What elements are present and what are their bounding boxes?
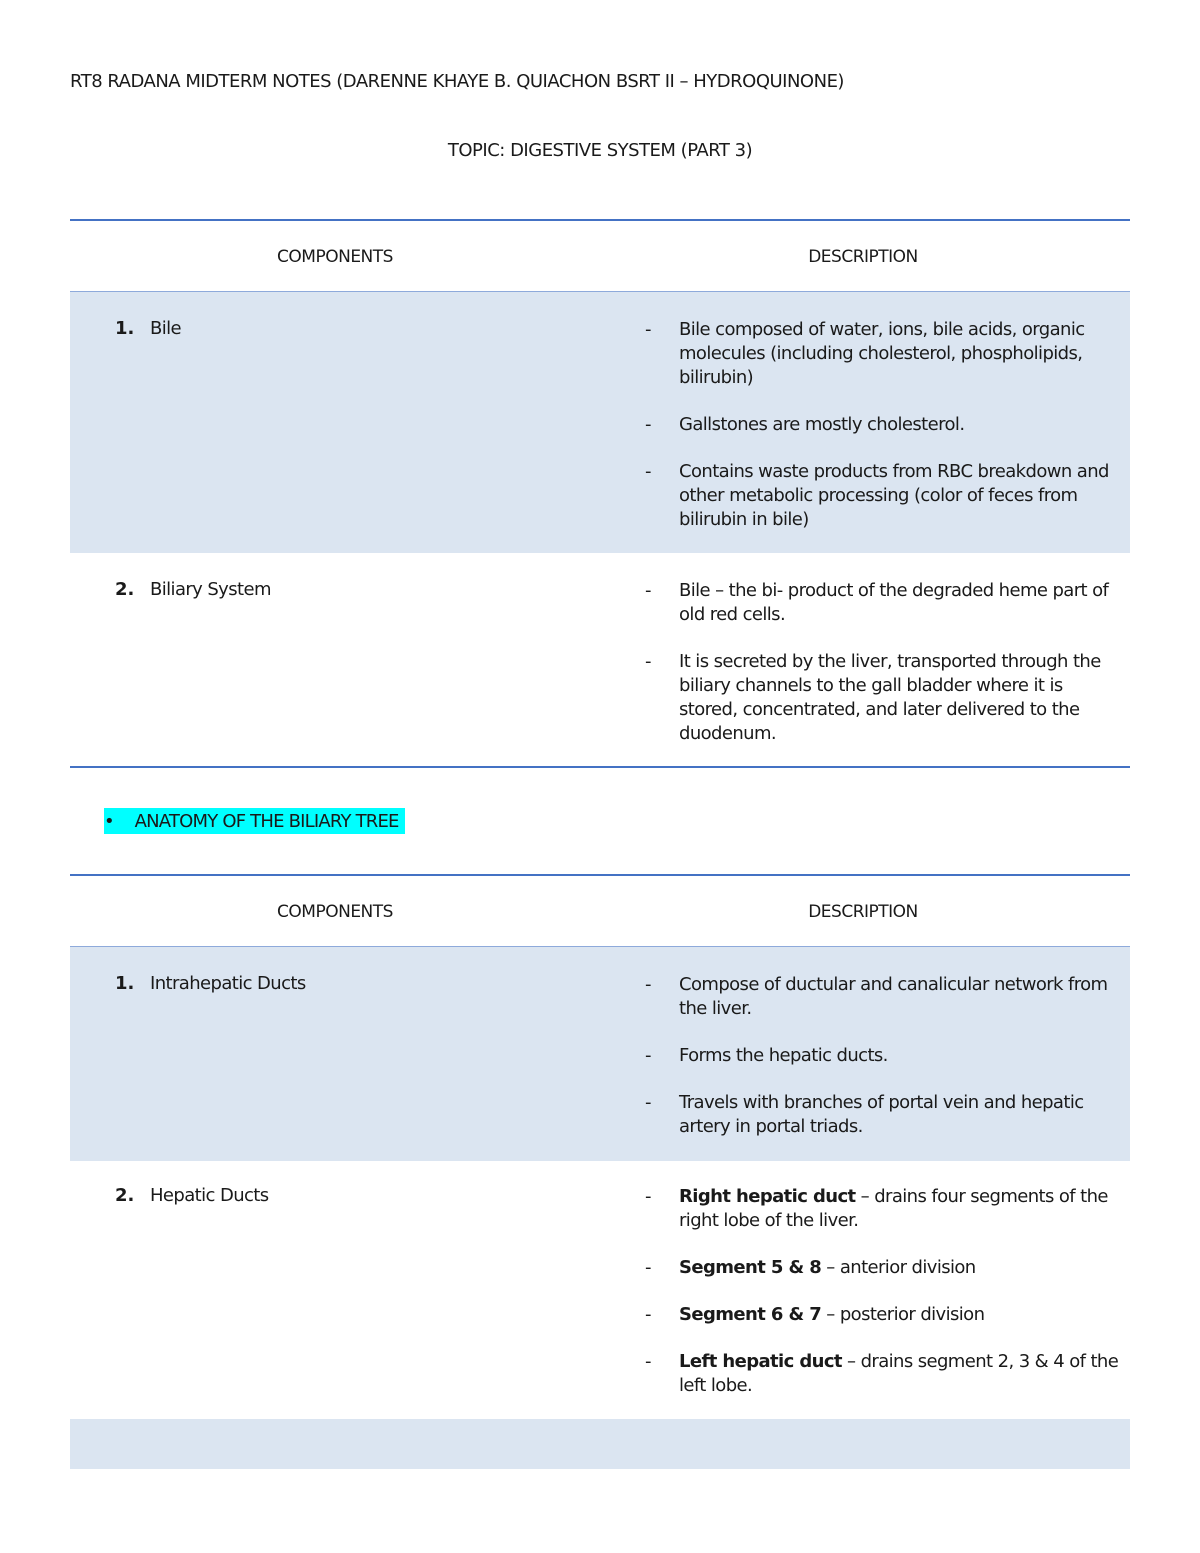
description-item: - Segment 5 & 8 – anterior division xyxy=(645,1257,976,1278)
topic-heading: TOPIC: DIGESTIVE SYSTEM (PART 3) xyxy=(447,140,753,161)
description-item: - Right hepatic duct – drains four segments of the right lobe of the liver. xyxy=(645,1186,1108,1231)
description-list xyxy=(645,973,1125,1162)
description-header: DESCRIPTION xyxy=(808,247,918,267)
component-name: Bile xyxy=(150,318,182,339)
table-header xyxy=(70,221,1130,292)
document-title: RT8 RADANA MIDTERM NOTES (DARENNE KHAYE B. QUIACHON BSRT II – HYDROQUINONE) xyxy=(70,71,844,92)
description-item: - Forms the hepatic ducts. xyxy=(645,1045,888,1066)
components-header: COMPONENTS xyxy=(277,247,393,267)
description-list xyxy=(645,318,1125,555)
row-number: 1. xyxy=(115,973,135,994)
description-item: - Bile composed of water, ions, bile acids, organic molecules (including cholesterol, phospholipids, bilirubin) xyxy=(645,319,1085,388)
description-list xyxy=(645,579,1125,769)
bullet-icon: • xyxy=(104,810,115,832)
row-number: 2. xyxy=(115,579,135,600)
description-header: DESCRIPTION xyxy=(808,902,918,922)
description-item: - It is secreted by the liver, transported through the biliary channels to the gall bladder where it is stored, concentrated, and later delivered to the duodenum. xyxy=(645,651,1101,744)
description-item: - Segment 6 & 7 – posterior division xyxy=(645,1304,985,1325)
section-heading-highlight xyxy=(104,808,405,834)
description-item: - Gallstones are mostly cholesterol. xyxy=(645,414,965,435)
description-item: - Contains waste products from RBC breakdown and other metabolic processing (color of feces from bilirubin in bile) xyxy=(645,461,1109,530)
components-table-1 xyxy=(70,219,1130,768)
components-table-2 xyxy=(70,874,1130,1469)
component-name: Biliary System xyxy=(150,579,271,600)
description-list xyxy=(645,1185,1125,1421)
component-name: Intrahepatic Ducts xyxy=(150,973,306,994)
description-item: - Travels with branches of portal vein and hepatic artery in portal triads. xyxy=(645,1092,1084,1137)
section-heading: ANATOMY OF THE BILIARY TREE xyxy=(134,810,399,832)
components-header: COMPONENTS xyxy=(277,902,393,922)
table-row-bile xyxy=(70,292,1130,553)
table-row-intrahepatic-ducts xyxy=(70,947,1130,1161)
row-number: 1. xyxy=(115,318,135,339)
table-row-biliary-system xyxy=(70,553,1130,766)
table-header xyxy=(70,876,1130,947)
description-item: - Compose of ductular and canalicular network from the liver. xyxy=(645,974,1108,1019)
table-row-empty xyxy=(70,1419,1130,1469)
row-number: 2. xyxy=(115,1185,135,1206)
table-row-hepatic-ducts xyxy=(70,1161,1130,1419)
description-item: - Left hepatic duct – drains segment 2, 3 & 4 of the left lobe. xyxy=(645,1351,1119,1396)
description-item: - Bile – the bi- product of the degraded heme part of old red cells. xyxy=(645,580,1109,625)
component-name: Hepatic Ducts xyxy=(150,1185,269,1206)
